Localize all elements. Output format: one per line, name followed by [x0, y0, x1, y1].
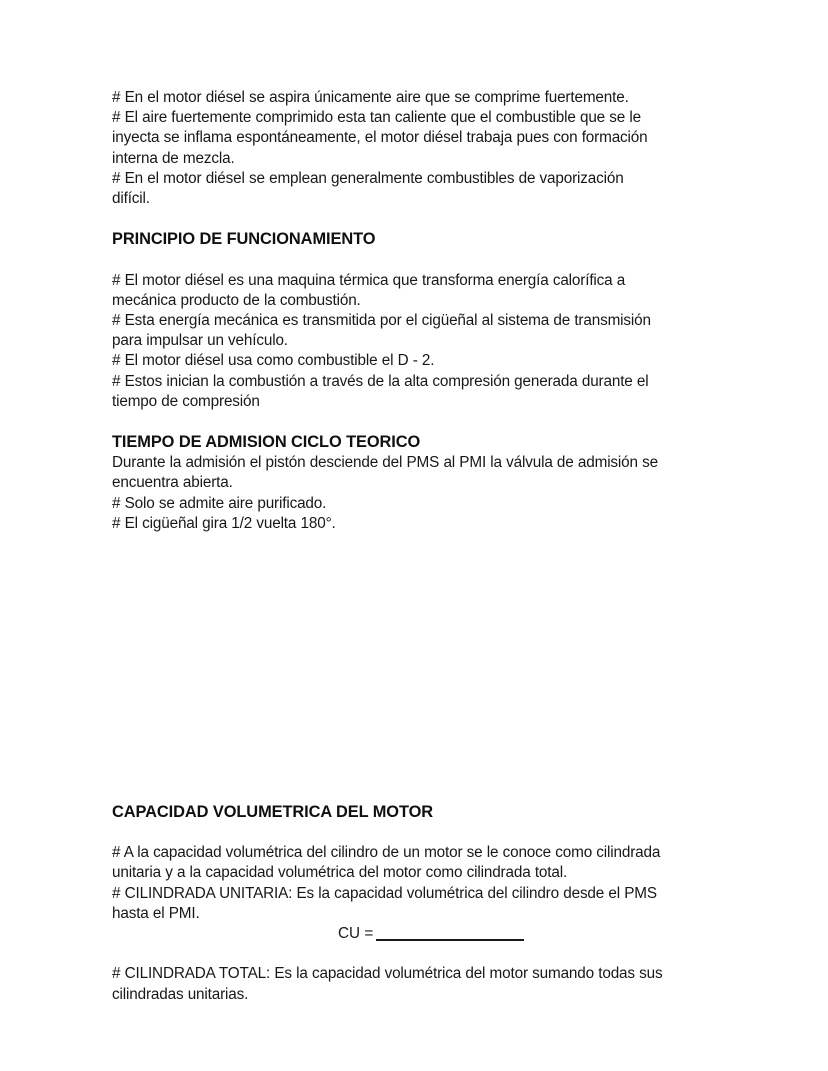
formula-cu-row	[112, 924, 714, 944]
text-line: hasta el PMI.	[112, 904, 200, 922]
text-line: # A la capacidad volumétrica del cilindro de un motor se le conoce como cilindrada	[112, 844, 661, 862]
text-line: # El cigüeñal gira 1/2 vuelta 180°.	[112, 514, 336, 532]
cilindrada-total-paragraph	[112, 964, 714, 1004]
text-line: # Solo se admite aire purificado.	[112, 494, 327, 512]
capacidad-paragraph	[112, 843, 714, 924]
text-line: # El aire fuertemente comprimido esta tan caliente que el combustible que se le	[112, 109, 641, 127]
tiempo-admision-paragraph	[112, 453, 714, 534]
text-line: inyecta se inflama espontáneamente, el motor diésel trabaja pues con formación	[112, 129, 648, 147]
text-line: # En el motor diésel se aspira únicamente aire que se comprime fuertemente.	[112, 89, 629, 106]
heading-capacidad-volumetrica-del-motor: CAPACIDAD VOLUMETRICA DEL MOTOR	[112, 803, 434, 822]
text-line: cilindradas unitarias.	[112, 985, 249, 1003]
text-line: # CILINDRADA TOTAL: Es la capacidad volumétrica del motor sumando todas sus	[112, 965, 663, 983]
text-line: unitaria y a la capacidad volumétrica del motor como cilindrada total.	[112, 864, 568, 882]
text-line: mecánica producto de la combustión.	[112, 291, 361, 309]
text-line: # CILINDRADA UNITARIA: Es la capacidad volumétrica del cilindro desde el PMS	[112, 884, 657, 902]
heading-tiempo-de-admision-ciclo-teorico: TIEMPO DE ADMISION CICLO TEORICO	[112, 433, 421, 452]
text-line: tiempo de compresión	[112, 392, 260, 410]
text-line: encuentra abierta.	[112, 474, 233, 492]
text-line: # Estos inician la combustión a través de la alta compresión generada durante el	[112, 372, 649, 390]
heading-principio-de-funcionamiento: PRINCIPIO DE FUNCIONAMIENTO	[112, 230, 376, 249]
text-line: # En el motor diésel se emplean generalmente combustibles de vaporización	[112, 169, 624, 187]
principio-paragraph	[112, 271, 714, 412]
image-placeholder-region	[112, 534, 714, 802]
text-line: difícil.	[112, 190, 150, 208]
text-line: # El motor diésel usa como combustible el D - 2.	[112, 352, 435, 370]
text-line: # El motor diésel es una maquina térmica que transforma energía calorífica a	[112, 271, 626, 289]
document-body	[112, 88, 714, 1005]
intro-paragraph	[112, 88, 714, 209]
text-line: interna de mezcla.	[112, 149, 235, 167]
text-line: # Esta energía mecánica es transmitida por el cigüeñal al sistema de transmisión	[112, 312, 651, 329]
formula-cu-label: CU =	[338, 925, 374, 943]
text-line: Durante la admisión el pistón desciende del PMS al PMI la válvula de admisión se	[112, 454, 658, 472]
text-line: para impulsar un vehículo.	[112, 332, 288, 350]
formula-cu-blank-field[interactable]	[376, 939, 524, 941]
